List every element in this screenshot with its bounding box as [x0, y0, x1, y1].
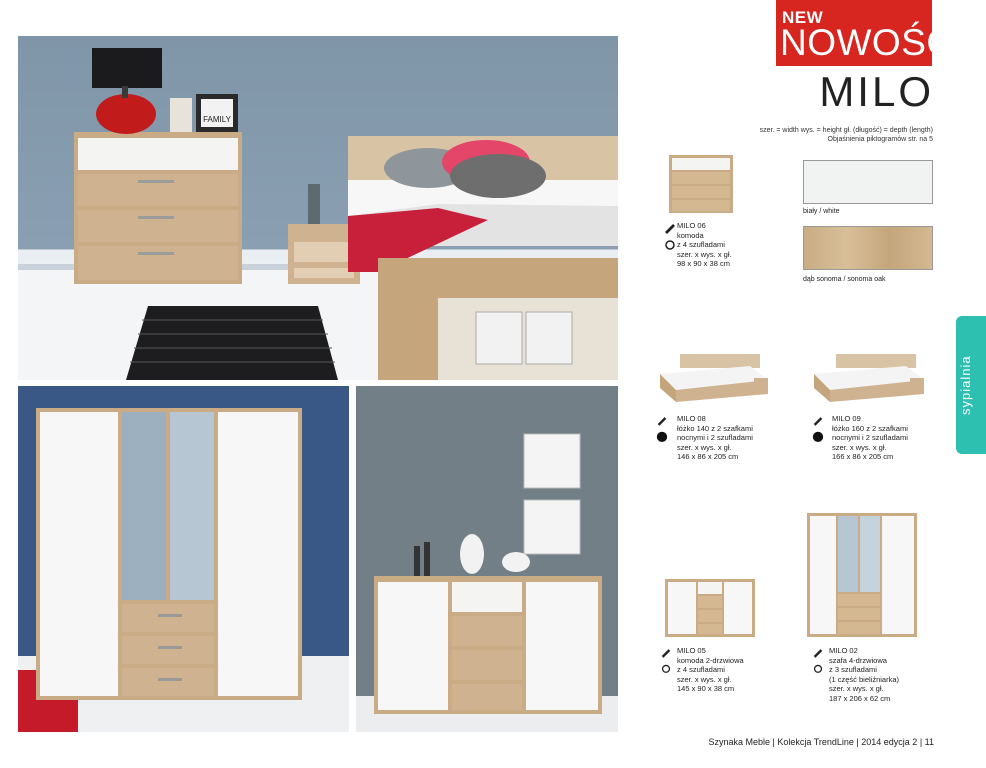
caption-line: łóżko 140 z 2 szafkami: [677, 423, 753, 433]
wardrobe-photo: [18, 386, 349, 732]
caption-line: nocnymi i 2 szufladami: [832, 433, 908, 442]
bedroom-photo: [18, 36, 618, 380]
caption-milo-06: [677, 221, 732, 269]
thumb-milo-02: [806, 512, 918, 638]
caption-line: 146 x 86 x 205 cm: [677, 452, 739, 461]
caption-milo-08: [677, 414, 753, 462]
assembly-icons: [664, 223, 676, 253]
caption-line: szer. x wys. x gł.: [677, 249, 732, 259]
caption-line: 187 x 206 x 62 cm: [829, 693, 891, 703]
caption-line: MILO 08: [677, 414, 706, 423]
legend-line-2: Objaśnienia piktogramów str. na 5: [827, 136, 933, 143]
caption-line: 145 x 90 x 38 cm: [677, 684, 735, 693]
section-tab-sypialnia[interactable]: [956, 316, 986, 454]
caption-line: komoda 2-drzwiowa: [677, 655, 744, 665]
caption-line: z 4 szufladami: [677, 665, 725, 674]
thumb-milo-06: [668, 154, 734, 214]
caption-line: MILO 09: [832, 414, 861, 423]
assembly-icons: [812, 646, 824, 678]
white-swatch-label: biały / white: [803, 208, 840, 215]
caption-line: MILO 02: [829, 646, 858, 655]
bedroom-illustration: [18, 36, 618, 380]
caption-line: z 3 szufladami: [829, 665, 877, 674]
collection-title: MILO: [819, 68, 934, 115]
caption-line: szer. x wys. x gł.: [677, 442, 732, 452]
assembly-icons: [656, 414, 668, 446]
oak-swatch-label: dąb sonoma / sonoma oak: [803, 276, 886, 283]
badge-nowosc-text: NOWOŚĆ: [780, 22, 954, 63]
caption-milo-05: [677, 646, 744, 694]
caption-line: 166 x 86 x 205 cm: [832, 452, 894, 461]
wardrobe-illustration: [18, 386, 349, 732]
caption-line: szer. x wys. x gł.: [829, 684, 884, 693]
caption-line: łóżko 160 z 2 szafkami: [832, 423, 908, 433]
thumb-milo-08: [650, 352, 772, 404]
caption-line: z 4 szufladami: [677, 240, 725, 249]
section-tab-label: sypialnia: [958, 355, 973, 415]
sideboard-photo: [356, 386, 618, 732]
white-swatch: [803, 160, 933, 204]
caption-milo-02: [829, 646, 899, 703]
caption-line: MILO 06: [677, 221, 706, 230]
assembly-icons: [812, 414, 824, 446]
new-badge: [776, 0, 954, 66]
frame-text: FAMILY: [203, 115, 231, 124]
caption-line: szer. x wys. x gł.: [832, 442, 887, 452]
caption-milo-09: [832, 414, 908, 462]
assembly-icons: [660, 646, 672, 678]
oak-swatch: [803, 226, 933, 270]
dimensions-legend: [700, 126, 933, 144]
caption-line: szafa 4-drzwiowa: [829, 655, 887, 665]
caption-line: szer. x wys. x gł.: [677, 674, 732, 684]
badge-new-text: NEW: [782, 8, 824, 27]
caption-line: MILO 05: [677, 646, 706, 655]
sideboard-illustration: [356, 386, 618, 732]
caption-line: (1 część bieliźniarka): [829, 674, 900, 684]
thumb-milo-05: [664, 578, 756, 638]
thumb-milo-09: [806, 352, 928, 404]
page-footer: Szynaka Meble | Kolekcja TrendLine | 2014 edycja 2 | 11: [708, 737, 934, 747]
caption-line: komoda: [677, 230, 704, 240]
caption-line: nocnymi i 2 szufladami: [677, 433, 753, 442]
caption-line: 98 x 90 x 38 cm: [677, 259, 730, 268]
legend-line-1: szer. = width wys. = height gł. (długość) = depth (length): [759, 127, 933, 134]
